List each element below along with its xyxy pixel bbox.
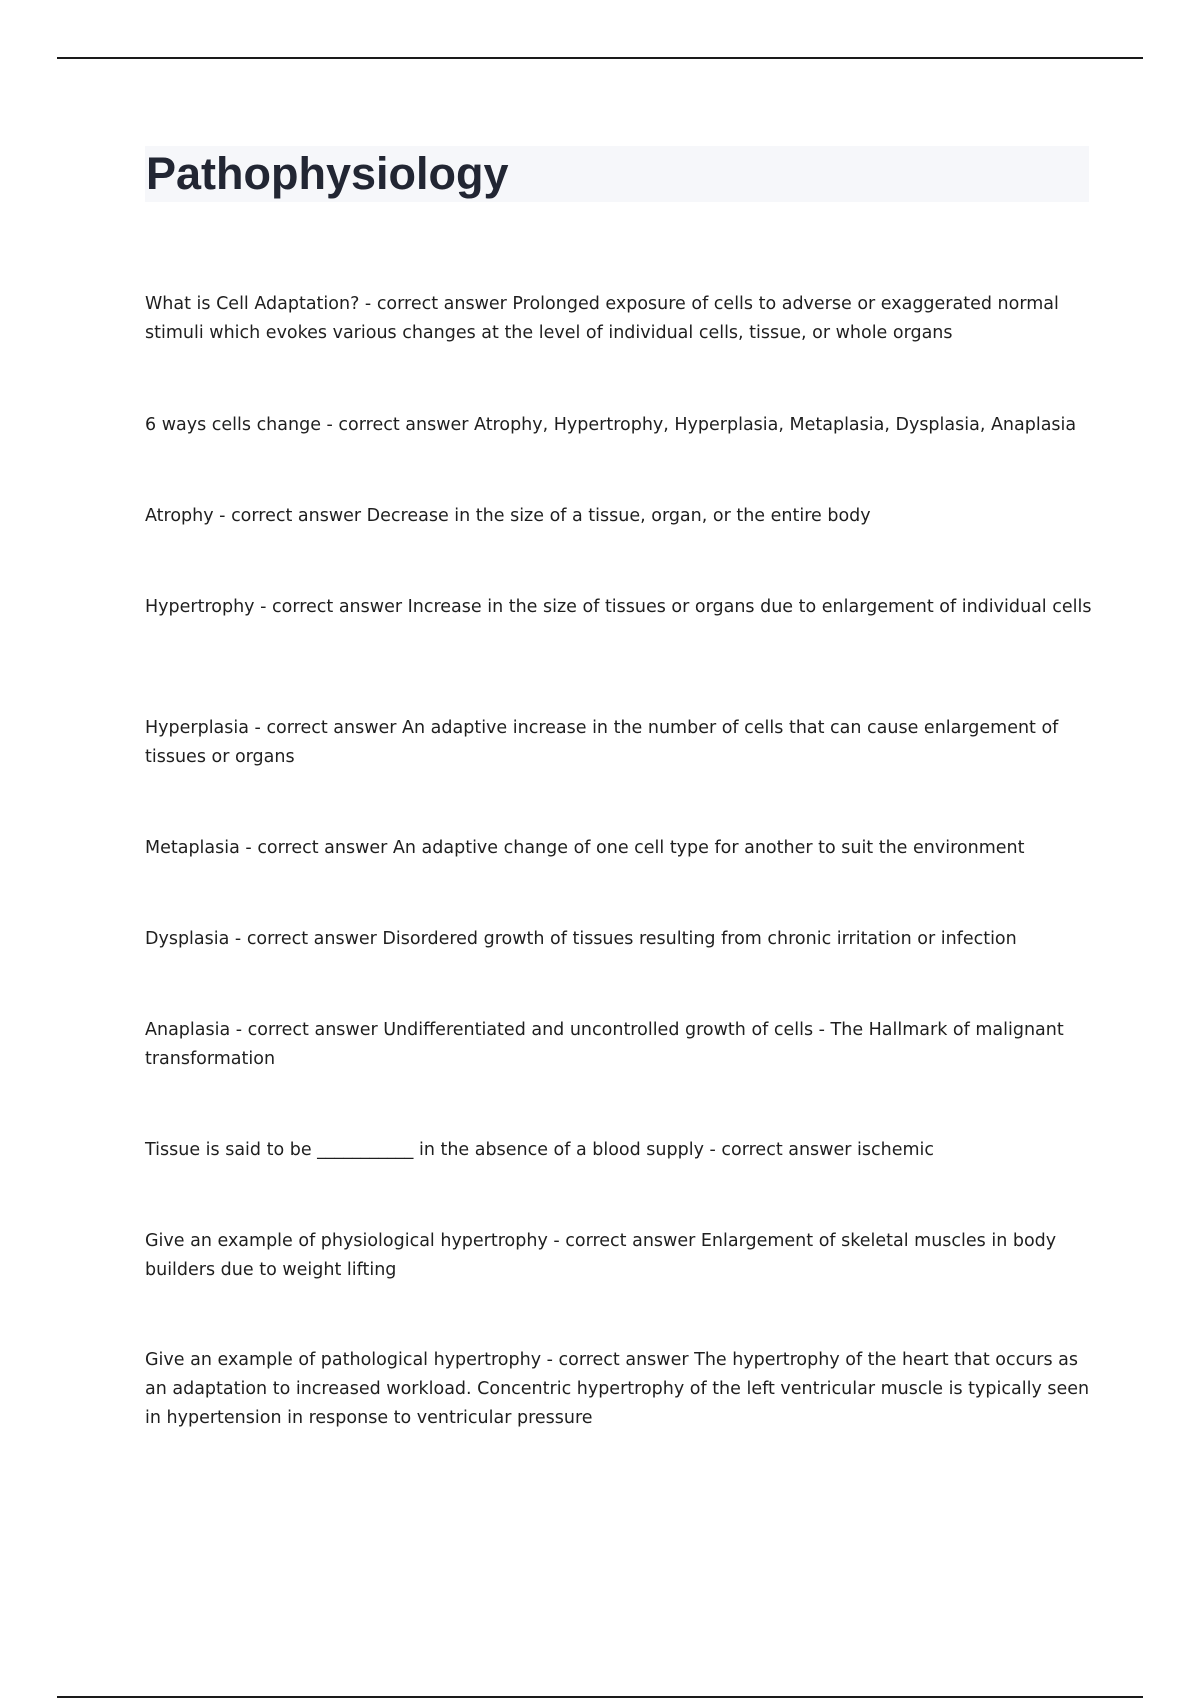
qa-separator: - [230,1020,248,1040]
qa-answer: Prolonged exposure of cells to adverse or exaggerated normal stimuli which evokes various changes at the level of individual cells, tissue, or whole organs [145,294,1059,343]
qa-separator: - [547,1231,566,1251]
qa-answer: Undifferentiated and uncontrolled growth of cells - The Hallmark of malignant transformation [145,1020,1064,1069]
qa-entry [145,502,1095,531]
qa-entry [145,925,1095,954]
qa-answer-prefix: correct answer [376,294,513,314]
qa-answer: Decrease in the size of a tissue, organ, or the entire body [366,506,871,526]
qa-answer: Disordered growth of tissues resulting from chronic irritation or infection [382,929,1017,949]
qa-separator: - [703,1140,722,1160]
qa-question: Give an example of physiological hypertrophy [145,1231,548,1251]
qa-separator: - [229,929,247,949]
qa-separator: - [248,718,267,738]
document-title: Pathophysiology [146,148,509,199]
qa-question: Hypertrophy [145,597,255,617]
qa-answer: The hypertrophy of the heart that occurs as an adaptation to increased workload. Concentric hypertrophy of the left ventricular muscle is typically seen in hypertension in response to ventricular pressure [145,1350,1090,1428]
qa-separator: - [541,1350,559,1370]
qa-entry [145,1016,1095,1074]
qa-question: 6 ways cells change [145,415,321,435]
qa-question: What is Cell Adaptation? [145,294,360,314]
qa-separator: - [359,294,377,314]
qa-entry [145,411,1095,440]
qa-entry [145,1227,1095,1285]
qa-answer-prefix: correct answer [271,597,408,617]
top-rule [57,57,1143,59]
qa-answer: Enlargement of skeletal muscles in body builders due to weight lifting [145,1231,1057,1280]
qa-question: Anaplasia [145,1020,231,1040]
qa-answer: An adaptive increase in the number of cells that can cause enlargement of tissues or organs [145,718,1059,767]
qa-answer-prefix: correct answer [257,838,393,858]
qa-answer-prefix: correct answer [247,1020,384,1040]
qa-entry [145,834,1095,863]
qa-answer-prefix: correct answer [231,506,367,526]
qa-separator: - [239,838,258,858]
qa-answer: Increase in the size of tissues or organs due to enlargement of individual cells [407,597,1092,617]
qa-answer: An adaptive change of one cell type for another to suit the environment [392,838,1025,858]
qa-answer-prefix: correct answer [558,1350,695,1370]
qa-answer-prefix: correct answer [246,929,383,949]
qa-separator: - [213,506,232,526]
qa-entry [145,1136,1095,1165]
qa-answer-prefix: correct answer [266,718,403,738]
qa-answer: ischemic [857,1140,935,1160]
qa-entry [145,290,1095,348]
qa-entry [145,1346,1095,1433]
qa-entry [145,593,1095,622]
qa-question: Give an example of pathological hypertrophy [145,1350,542,1370]
qa-answer-prefix: correct answer [565,1231,701,1251]
bottom-rule [57,1696,1143,1698]
qa-question: Dysplasia [145,929,230,949]
qa-separator: - [254,597,272,617]
qa-question: Atrophy [145,506,214,526]
qa-answer: Atrophy, Hypertrophy, Hyperplasia, Metaplasia, Dysplasia, Anaplasia [474,415,1077,435]
qa-answer-prefix: correct answer [338,415,475,435]
qa-question: Metaplasia [145,838,240,858]
qa-entry [145,714,1095,772]
qa-question: Tissue is said to be ___________ in the absence of a blood supply [145,1140,704,1160]
qa-question: Hyperplasia [145,718,249,738]
qa-separator: - [320,415,339,435]
qa-answer-prefix: correct answer [721,1140,858,1160]
